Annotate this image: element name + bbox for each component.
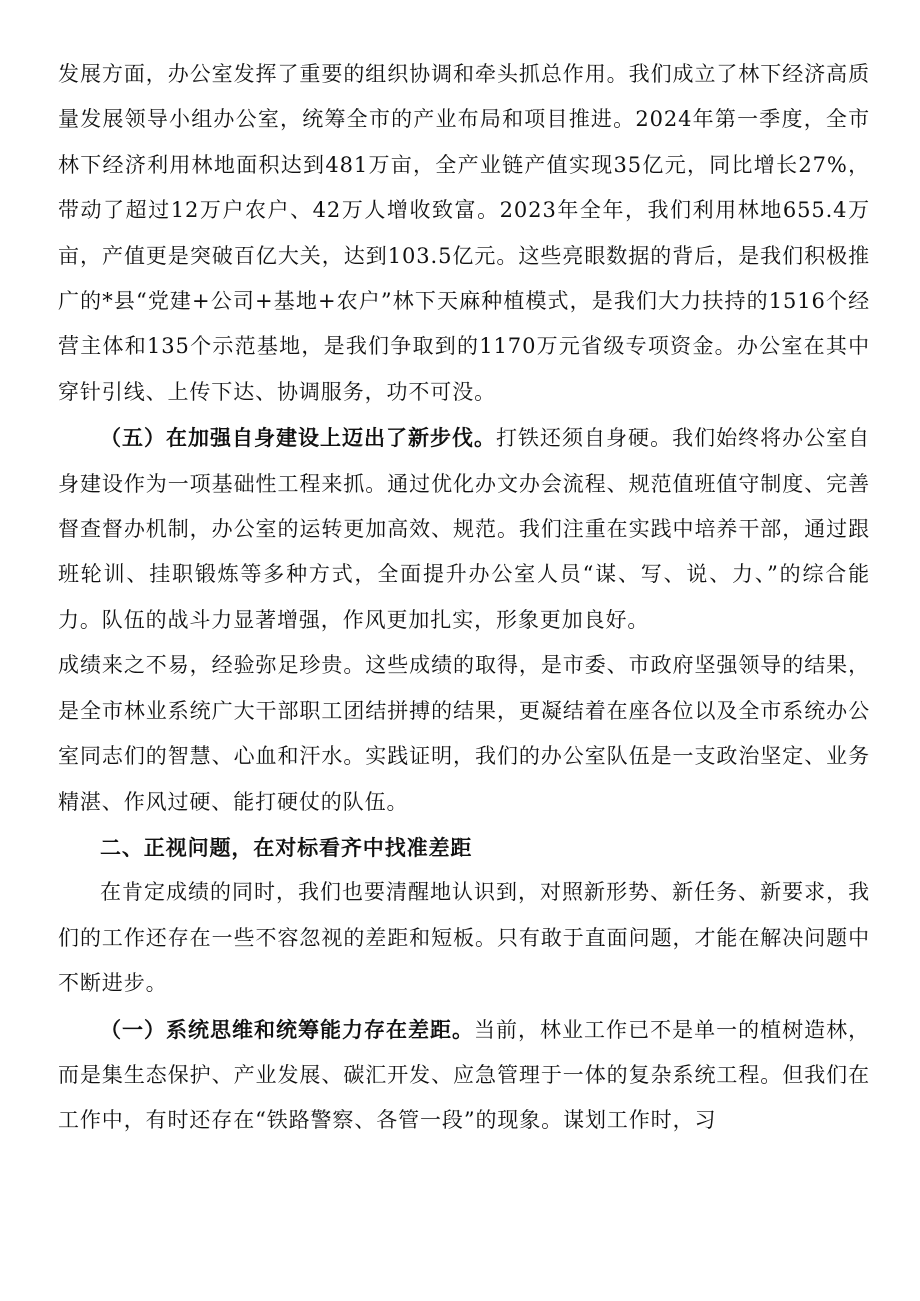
paragraph-lead-systems-thinking: （一）系统思维和统筹能力存在差距。 — [100, 1016, 475, 1042]
paragraph-achievements: 成绩来之不易，经验弥足珍贵。这些成绩的取得，是市委、市政府坚强领导的结果，是全市林业系统广大干部职工团结拼搏的结果，更凝结着在座各位以及全市系统办公室同志们的智慧、心血和汗水。实践证明，我们的办公室队伍是一支政治坚定、业务精湛、作风过硬、能打硬仗的队伍。 — [58, 653, 870, 814]
paragraph-self-building — [58, 415, 870, 643]
paragraph-lead-self-building: （五）在加强自身建设上迈出了新步伐。 — [100, 425, 497, 451]
paragraph-forest-economy: 发展方面，办公室发挥了重要的组织协调和牵头抓总作用。我们成立了林下经济高质量发展领导小组办公室，统筹全市的产业布局和项目推进。2024年第一季度，全市林下经济利用林地面积达到481万亩，全产业链产值实现35亿元，同比增长27%，带动了超过12万户农户、42万人增收致富。2023年全年，我们利用林地655.4万亩，产值更是突破百亿大关，达到103.5亿元。这些亮眼数据的背后，是我们积极推广的*县“党建+公司+基地+农户”林下天麻种植模式，是我们大力扶持的1516个经营主体和135个示范基地，是我们争取到的1170万元省级专项资金。办公室在其中穿针引线、上传下达、协调服务，功不可没。 — [58, 62, 870, 404]
paragraph-problems-intro: 在肯定成绩的同时，我们也要清醒地认识到，对照新形势、新任务、新要求，我们的工作还存在一些不容忽视的差距和短板。只有敢于直面问题，才能在解决问题中不断进步。 — [58, 880, 870, 996]
paragraph-body-self-building: 打铁还须自身硬。我们始终将办公室自身建设作为一项基础性工程来抓。通过优化办文办会流程、规范值班值守制度、完善督查督办机制，办公室的运转更加高效、规范。我们注重在实践中培养干部，通过跟班轮训、挂职锻炼等多种方式，全面提升办公室人员“谋、写、说、力、”的综合能力。队伍的战斗力显著增强，作风更加扎实，形象更加良好。 — [58, 426, 870, 632]
paragraph-systems-thinking — [58, 1007, 870, 1144]
paragraph-body-systems-thinking: 当前，林业工作已不是单一的植树造林，而是集生态保护、产业发展、碳汇开发、应急管理于一体的复杂系统工程。但我们在工作中，有时还存在“铁路警察、各管一段”的现象。谋划工作时，习 — [58, 1017, 870, 1133]
section-heading-problems: 二、正视问题，在对标看齐中找准差距 — [100, 834, 473, 860]
document-body — [58, 52, 870, 1144]
